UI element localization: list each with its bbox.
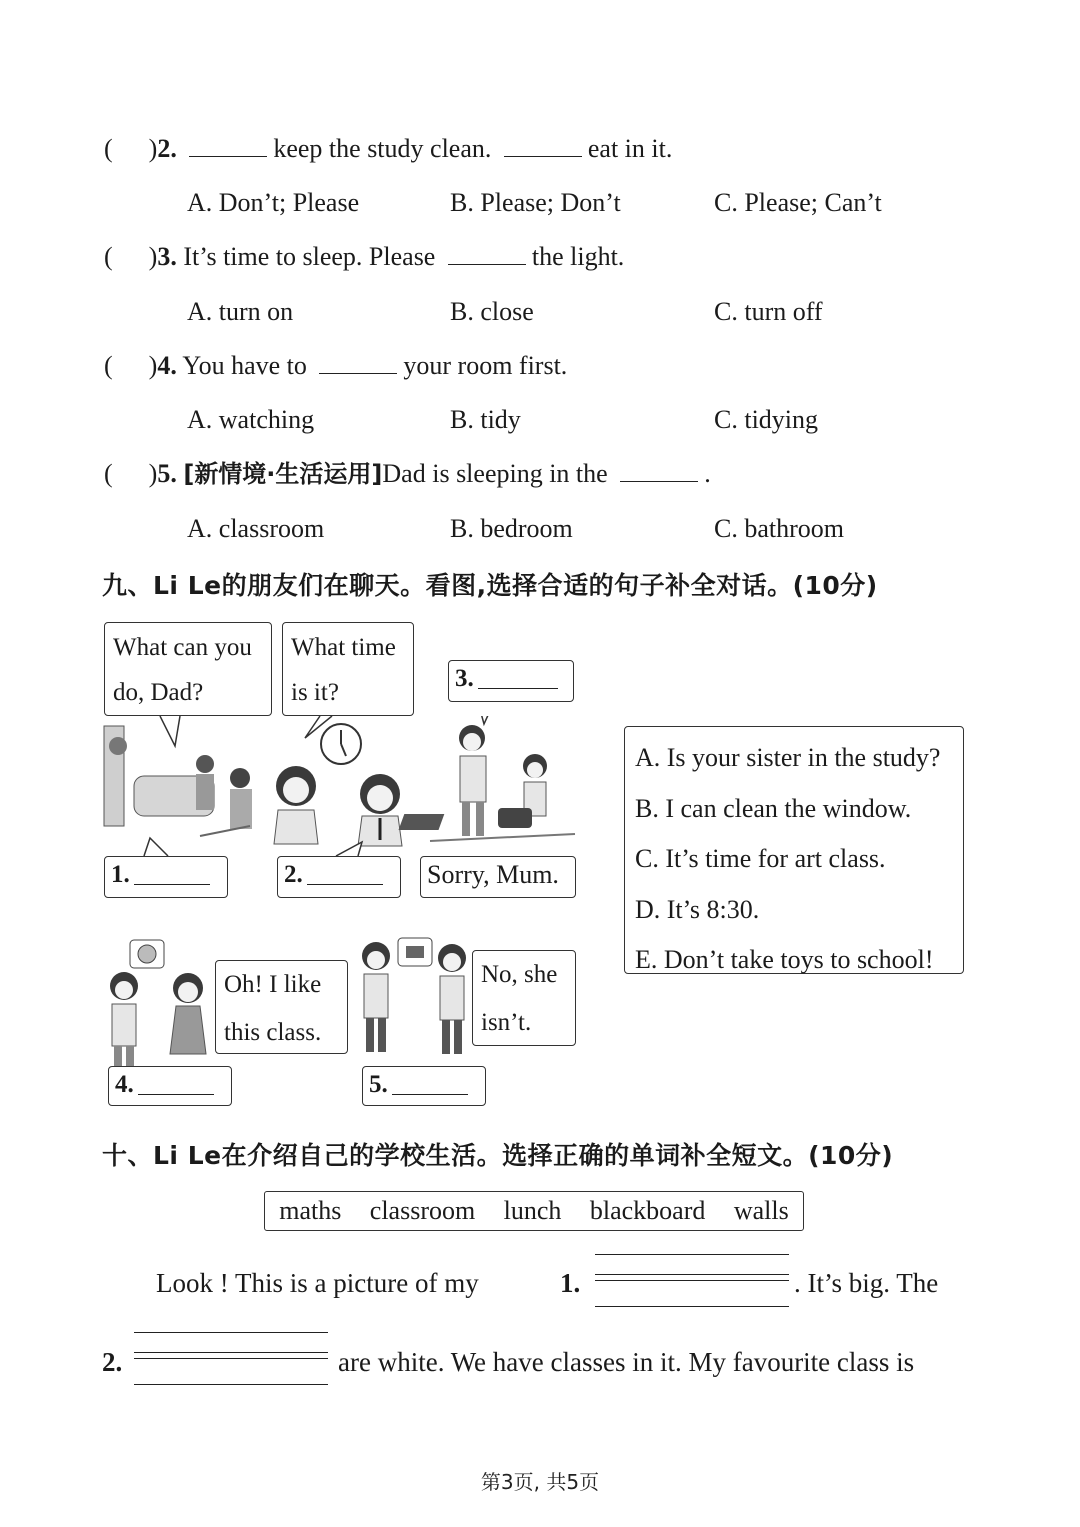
answer-5-line[interactable] <box>392 1093 468 1095</box>
answer1-tail <box>144 838 168 856</box>
q3-paren-open: ( <box>104 242 113 271</box>
q2-option-b[interactable]: B. Please; Don’t <box>450 188 621 217</box>
girls-and-clock-illustration <box>274 724 402 846</box>
answer-box-4[interactable] <box>108 1066 232 1106</box>
passage-line1-a: Look ! This is a picture of my <box>156 1268 479 1298</box>
dialogue-options-box <box>624 726 964 974</box>
bubble4-line2: this class. <box>224 1019 322 1046</box>
q4-blank[interactable] <box>319 372 397 374</box>
answer-2-line[interactable] <box>307 883 383 885</box>
q3-blank[interactable] <box>448 263 526 265</box>
q5-blank[interactable] <box>620 480 698 482</box>
dialogue-option-a[interactable]: A. Is your sister in the study? <box>635 743 941 772</box>
q2-paren-close: ) <box>148 134 158 163</box>
family-cleaning-illustration <box>104 726 252 836</box>
dialogue-option-b[interactable]: B. I can clean the window. <box>635 793 912 823</box>
children-art-class-illustration <box>110 940 206 1076</box>
answer-2-label: 2. <box>284 861 303 888</box>
answer-box-3[interactable] <box>448 660 574 702</box>
answer-box-5[interactable] <box>362 1066 486 1106</box>
q5-tag: [新情境·生活运用] <box>183 460 383 488</box>
q5-option-c[interactable]: C. bathroom <box>714 514 844 543</box>
sorry-mum-bubble: Sorry, Mum. <box>420 856 576 898</box>
q3-option-a[interactable]: A. turn on <box>187 297 294 326</box>
q3-option-c[interactable]: C. turn off <box>714 297 823 326</box>
answer-3-label: 3. <box>455 665 474 692</box>
q3-paren-close: ) <box>148 242 158 271</box>
bubble5-line1: No, she <box>481 961 558 988</box>
answer-box-2[interactable] <box>277 856 401 898</box>
children-toy-illustration <box>362 938 466 1054</box>
q4-text-a: You have to <box>182 351 307 380</box>
q4-option-c[interactable]: C. tidying <box>714 405 819 434</box>
word-maths[interactable]: maths <box>279 1196 342 1225</box>
answer-3-line[interactable] <box>478 687 558 689</box>
q5-number: 5. <box>157 459 177 488</box>
dialogue-option-e[interactable]: E. Don’t take toys to school! <box>635 945 934 974</box>
q4-option-a[interactable]: A. watching <box>187 405 315 434</box>
speech-bubble-4 <box>215 960 348 1054</box>
passage-blank-2[interactable] <box>134 1332 328 1388</box>
q4-number: 4. <box>157 351 177 380</box>
q4-stem <box>104 349 567 383</box>
bubble2-line2: is it? <box>291 679 339 706</box>
speech-bubble-2 <box>282 622 414 716</box>
q3-stem <box>104 240 624 274</box>
word-walls[interactable]: walls <box>733 1196 789 1225</box>
q2-text-a: keep the study clean. <box>273 134 492 163</box>
answer-5-label: 5. <box>369 1071 388 1098</box>
cartoon-scene-row1 <box>100 716 580 856</box>
q2-stem <box>104 132 672 166</box>
speech-bubble-1 <box>104 622 272 716</box>
passage-line2-b: are white. We have classes in it. My favourite class is <box>338 1347 915 1377</box>
bubble4-line1: Oh! I like <box>224 971 322 998</box>
passage-line1-b: . It’s big. The <box>794 1268 939 1298</box>
q2-blank-2[interactable] <box>504 155 582 157</box>
q2-option-a[interactable]: A. Don’t; Please <box>187 188 360 217</box>
page-footer: 第3页, 共5页 <box>480 1470 600 1494</box>
q5-paren-open: ( <box>104 459 113 488</box>
bubble3-tail <box>478 716 494 724</box>
q2-option-c[interactable]: C. Please; Can’t <box>714 188 882 217</box>
speech-bubble-5 <box>472 950 576 1046</box>
q3-number: 3. <box>157 242 177 271</box>
q4-paren-open: ( <box>104 351 113 380</box>
word-blackboard[interactable]: blackboard <box>589 1196 706 1225</box>
q4-option-b[interactable]: B. tidy <box>450 405 521 434</box>
q5-option-b[interactable]: B. bedroom <box>450 514 573 543</box>
bubble1-line1: What can you <box>113 634 252 661</box>
q2-paren-open: ( <box>104 134 113 163</box>
q3-text-b: the light. <box>531 242 625 271</box>
q3-text-a: It’s time to sleep. Please <box>183 242 436 271</box>
dialogue-option-d[interactable]: D. It’s 8:30. <box>635 894 760 924</box>
q5-paren-close: ) <box>148 459 158 488</box>
passage-blank1-number: 1. <box>560 1268 581 1298</box>
q2-number: 2. <box>157 134 177 163</box>
bubble2-line1: What time <box>291 634 396 661</box>
answer2-tail <box>336 842 362 856</box>
q5-text-b: . <box>704 459 711 488</box>
word-classroom[interactable]: classroom <box>369 1196 476 1225</box>
q4-text-b: your room first. <box>403 351 568 380</box>
passage-blank2-number: 2. <box>102 1347 123 1377</box>
dialogue-option-c[interactable]: C. It’s time for art class. <box>635 844 886 873</box>
answer-1-line[interactable] <box>134 883 210 885</box>
toy-icon <box>406 946 424 958</box>
q4-paren-close: ) <box>148 351 158 380</box>
bubble1-line2: do, Dad? <box>113 679 204 706</box>
q5-option-a[interactable]: A. classroom <box>187 514 325 543</box>
q5-text-a: Dad is sleeping in the <box>382 459 608 488</box>
q3-option-b[interactable]: B. close <box>450 297 534 326</box>
answer-4-label: 4. <box>115 1071 134 1098</box>
mum-and-boy-illustration <box>399 725 575 841</box>
q5-stem <box>104 457 711 491</box>
answer-1-label: 1. <box>111 861 130 888</box>
word-lunch[interactable]: lunch <box>503 1196 562 1225</box>
word-bank <box>264 1191 804 1231</box>
q2-text-b: eat in it. <box>587 134 673 163</box>
answer-box-1[interactable] <box>104 856 228 898</box>
passage-blank-1[interactable] <box>595 1254 789 1310</box>
palette-icon <box>138 945 156 963</box>
answer-4-line[interactable] <box>138 1093 214 1095</box>
q2-blank-1[interactable] <box>189 155 267 157</box>
bubble5-line2: isn’t. <box>481 1009 532 1036</box>
section9-title: 九、Li Le的朋友们在聊天。看图,选择合适的句子补全对话。(10分) <box>102 571 878 600</box>
section10-title: 十、Li Le在介绍自己的学校生活。选择正确的单词补全短文。(10分) <box>102 1141 894 1170</box>
bubble1-tail <box>160 716 180 746</box>
